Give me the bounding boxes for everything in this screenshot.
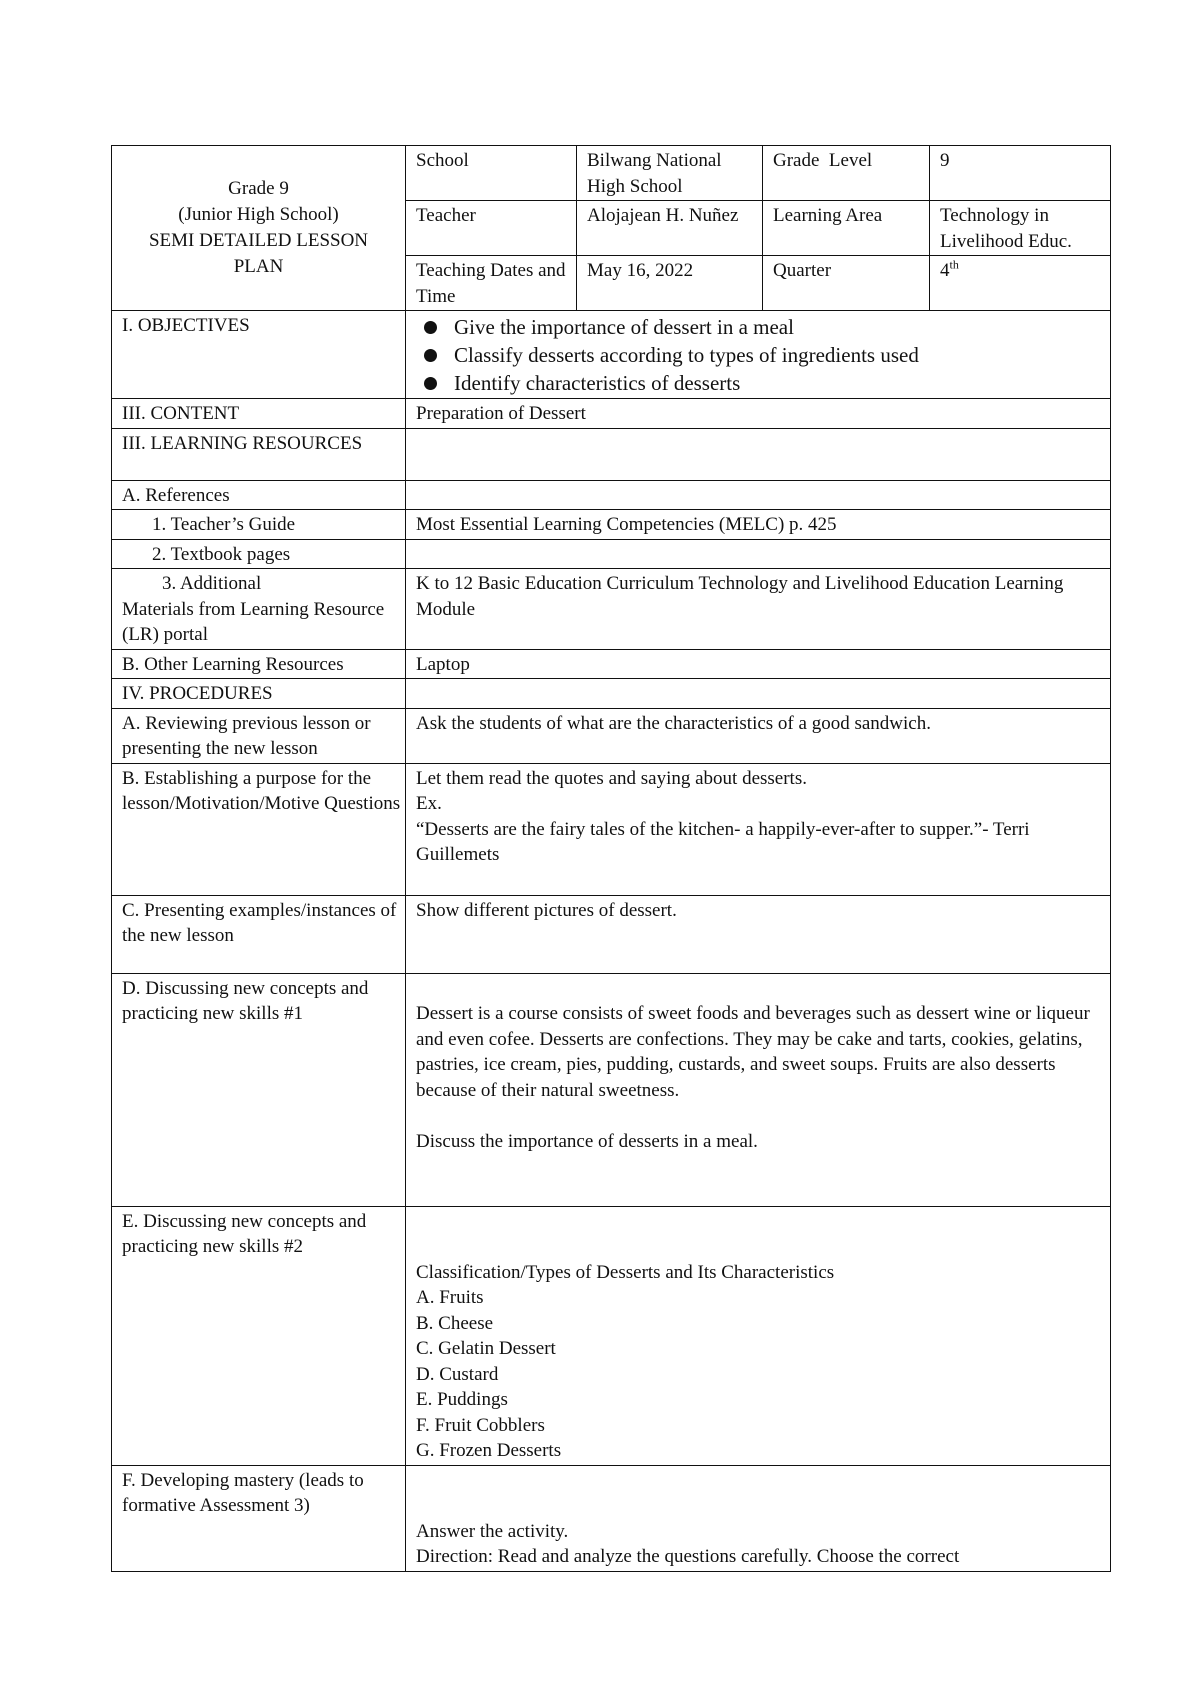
objective-text: Give the importance of dessert in a meal	[454, 315, 794, 339]
procedure-f-row	[112, 1465, 1111, 1571]
bullet-icon	[424, 321, 437, 334]
procedure-b-value	[406, 763, 1111, 895]
procedure-a-value: Ask the students of what are the characteristics of a good sandwich.	[406, 708, 1111, 763]
quarter-label: Quarter	[763, 256, 930, 311]
title-line-3: SEMI DETAILED LESSON	[148, 230, 369, 251]
other-resources-value: Laptop	[406, 649, 1111, 679]
area-value: Technology in Livelihood Educ.	[930, 201, 1111, 256]
procedure-d-discuss: Discuss the importance of desserts in a meal.	[416, 1130, 758, 1152]
area-label: Learning Area	[763, 201, 930, 256]
procedure-f-line1: Answer the activity.	[416, 1520, 569, 1542]
procedure-e-label: E. Discussing new concepts and practicing new skills #2	[112, 1206, 406, 1465]
dessert-type-item: B. Cheese	[416, 1312, 494, 1334]
additional-materials-label	[112, 569, 406, 650]
teacher-label: Teacher	[406, 201, 577, 256]
bullet-icon	[424, 349, 437, 362]
school-label: School	[406, 146, 577, 201]
teachers-guide-value: Most Essential Learning Competencies (MELC) p. 425	[406, 510, 1111, 540]
procedure-d-row	[112, 973, 1111, 1206]
dessert-type-item: G. Frozen Desserts	[416, 1440, 562, 1461]
objective-item	[416, 341, 1110, 369]
dessert-type-item: F. Fruit Cobblers	[416, 1414, 545, 1436]
school-value: Bilwang National High School	[577, 146, 763, 201]
procedure-b-line1: Let them read the quotes and saying about desserts.	[416, 767, 807, 789]
procedure-c-value: Show different pictures of dessert.	[406, 895, 1111, 973]
textbook-label: 2. Textbook pages	[112, 539, 406, 569]
procedure-c-row	[112, 895, 1111, 973]
learning-resources-label: III. LEARNING RESOURCES	[112, 428, 406, 480]
content-row	[112, 399, 1111, 429]
procedure-d-label: D. Discussing new concepts and practicing new skills #1	[112, 973, 406, 1206]
objectives-label: I. OBJECTIVES	[112, 311, 406, 399]
textbook-value	[406, 539, 1111, 569]
teachers-guide-label: 1. Teacher’s Guide	[112, 510, 406, 540]
references-label: A. References	[112, 480, 406, 510]
objectives-list-cell	[406, 311, 1111, 399]
content-label: III. CONTENT	[112, 399, 406, 429]
teachers-guide-row	[112, 510, 1111, 540]
content-value: Preparation of Dessert	[406, 399, 1111, 429]
procedures-row	[112, 679, 1111, 709]
procedure-f-value	[406, 1465, 1111, 1571]
objective-item	[416, 313, 1110, 341]
dessert-type-item: E. Puddings	[416, 1389, 508, 1410]
quarter-sup: th	[949, 257, 959, 272]
procedure-d-value	[406, 973, 1111, 1206]
lesson-plan-table	[111, 145, 1111, 1572]
grade-value: 9	[930, 146, 1111, 201]
procedure-b-row	[112, 763, 1111, 895]
textbook-row	[112, 539, 1111, 569]
procedure-e-heading: Classification/Types of Desserts and Its Characteristics	[416, 1261, 835, 1283]
procedure-b-quote: “Desserts are the fairy tales of the kitchen- a happily-ever-after to supper.”- Terri Guillemets	[416, 818, 1030, 865]
other-resources-label: B. Other Learning Resources	[112, 649, 406, 679]
procedure-b-line2: Ex.	[416, 793, 442, 814]
dates-value: May 16, 2022	[577, 256, 763, 311]
plan-title	[112, 146, 406, 311]
additional-label-line2: Materials from Learning Resource (LR) portal	[122, 598, 385, 645]
procedure-a-label: A. Reviewing previous lesson or presenting the new lesson	[112, 708, 406, 763]
procedure-e-row	[112, 1206, 1111, 1465]
dessert-type-item: D. Custard	[416, 1363, 499, 1385]
quarter-value-cell	[930, 256, 1111, 311]
references-row	[112, 480, 1111, 510]
quarter-value: 4	[940, 260, 950, 281]
references-value	[406, 480, 1111, 510]
procedure-e-value	[406, 1206, 1111, 1465]
procedure-a-row	[112, 708, 1111, 763]
dessert-type-item: C. Gelatin Dessert	[416, 1338, 556, 1359]
teacher-value: Alojajean H. Nuñez	[577, 201, 763, 256]
objectives-list	[416, 313, 1110, 397]
procedure-f-label: F. Developing mastery (leads to formative Assessment 3)	[112, 1465, 406, 1571]
procedure-b-label: B. Establishing a purpose for the lesson/Motivation/Motive Questions	[112, 763, 406, 895]
procedure-d-paragraph: Dessert is a course consists of sweet foods and beverages such as dessert wine or liqueur and even cofee. Desserts are confections. They may be cake and tarts, cookies, gelatins, pastries, ice cream, pies, pudding, custards, and sweet soups. Fruits are also desserts because of their natural sweetness.	[416, 1003, 1090, 1101]
procedure-f-line2: Direction: Read and analyze the questions carefully. Choose the correct	[416, 1546, 960, 1567]
grade-label: Grade Level	[763, 146, 930, 201]
procedures-label: IV. PROCEDURES	[112, 679, 406, 709]
learning-resources-row	[112, 428, 1111, 480]
objectives-row	[112, 311, 1111, 399]
title-line-1: Grade 9	[228, 178, 289, 199]
header-row-school	[112, 146, 1111, 201]
additional-label-line1: 3. Additional	[162, 573, 262, 594]
procedure-c-label: C. Presenting examples/instances of the new lesson	[112, 895, 406, 973]
objective-text: Identify characteristics of desserts	[454, 371, 741, 395]
bullet-icon	[424, 377, 437, 390]
objective-item	[416, 369, 1110, 397]
title-line-2: (Junior High School)	[178, 204, 339, 225]
learning-resources-value	[406, 428, 1111, 480]
additional-materials-row	[112, 569, 1111, 650]
title-line-4: PLAN	[233, 256, 284, 277]
dessert-type-item: A. Fruits	[416, 1287, 484, 1308]
additional-materials-value: K to 12 Basic Education Curriculum Technology and Livelihood Education Learning Module	[406, 569, 1111, 650]
dates-label: Teaching Dates and Time	[406, 256, 577, 311]
objective-text: Classify desserts according to types of ingredients used	[454, 343, 919, 367]
other-resources-row	[112, 649, 1111, 679]
procedures-value	[406, 679, 1111, 709]
